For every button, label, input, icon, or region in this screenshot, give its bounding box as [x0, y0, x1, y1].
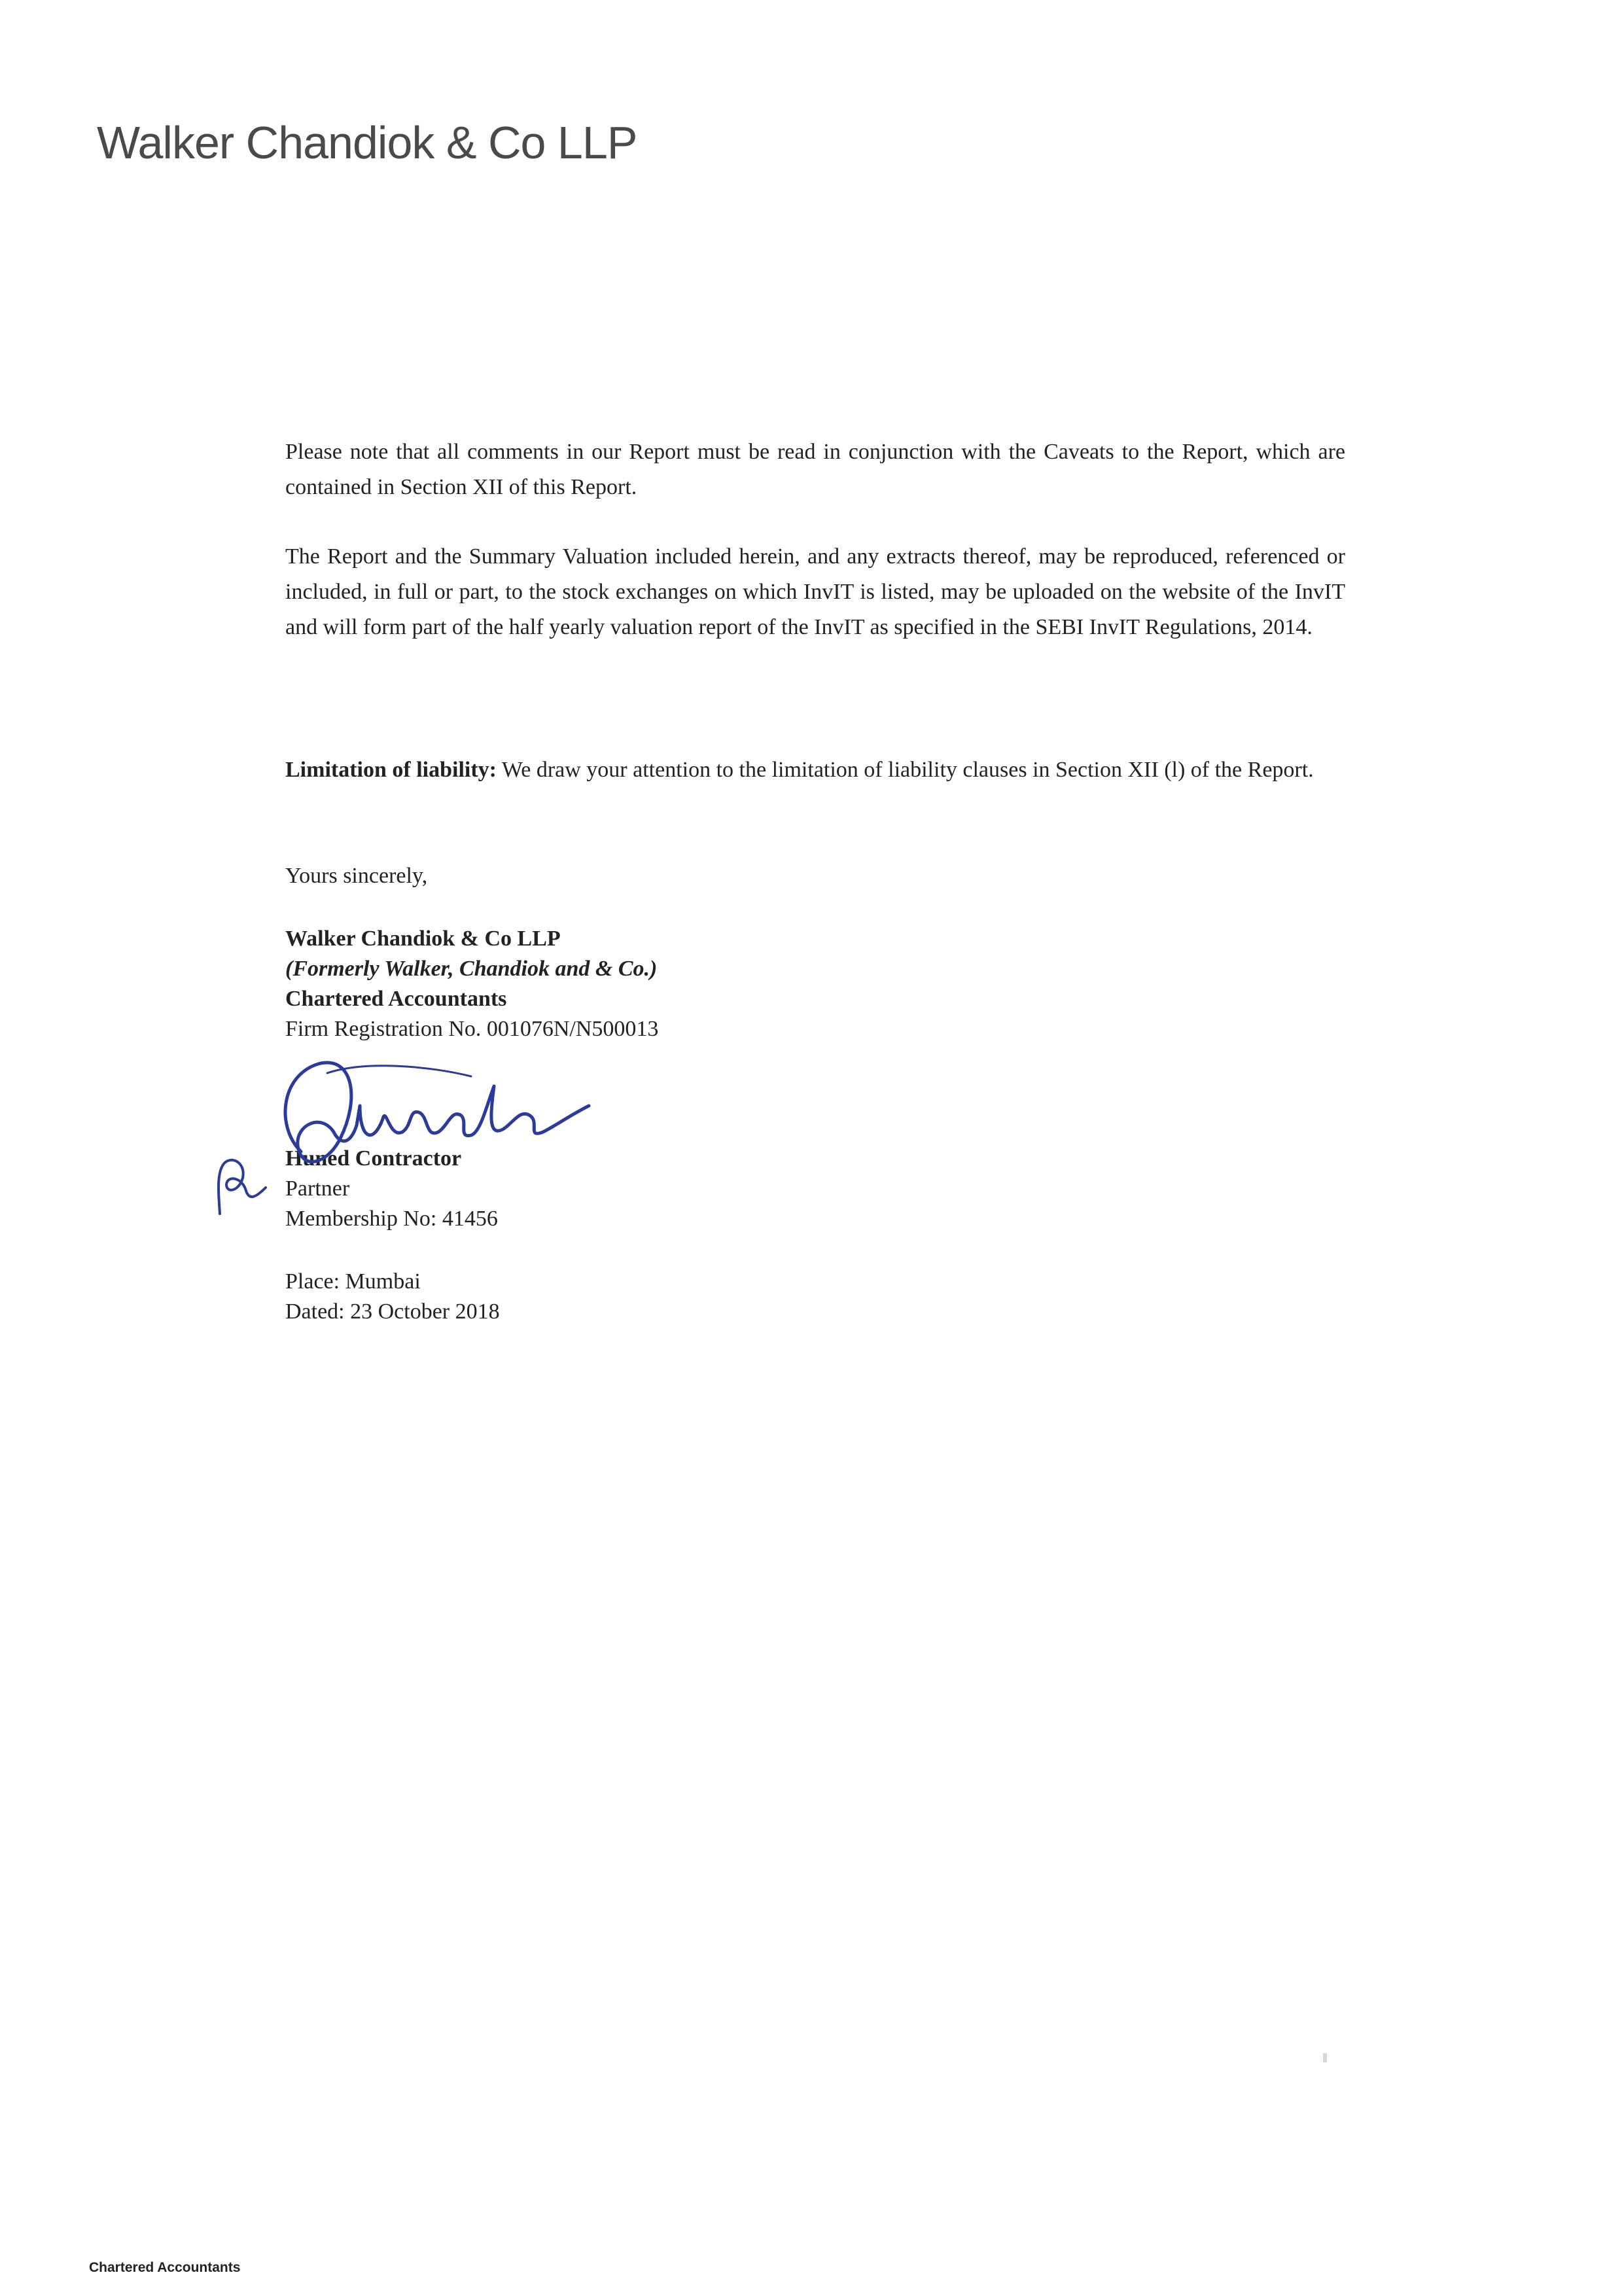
- handwritten-initial: [207, 1148, 272, 1220]
- reproduction-paragraph: [285, 539, 1345, 645]
- reproduction-paragraph-text: The Report and the Summary Valuation included herein, and any extracts thereof, may be reproduced, referenced or included, in full or part, to the stock exchanges on which InvIT is listed, may be uploaded on the website of the InvIT and will form part of the half yearly valuation report of the InvIT as specified in the SEBI InvIT Regulations, 2014.: [285, 544, 1345, 639]
- partner-role: Partner: [285, 1176, 350, 1201]
- limitation-label: Limitation of liability:: [285, 758, 497, 782]
- limitation-paragraph: [285, 752, 1345, 788]
- limitation-text: We draw your attention to the limitation of liability clauses in Section XII (l) of the Report.: [497, 758, 1314, 782]
- firm-former-name: (Formerly Walker, Chandiok and & Co.): [285, 957, 658, 981]
- date: Dated: 23 October 2018: [285, 1299, 500, 1324]
- firm-logo: Walker Chandiok & Co LLP: [97, 117, 637, 168]
- handwritten-signature: [262, 1047, 602, 1184]
- firm-registration: Firm Registration No. 001076N/N500013: [285, 1017, 659, 1041]
- firm-designation: Chartered Accountants: [285, 987, 507, 1011]
- caveats-paragraph-text: Please note that all comments in our Report must be read in conjunction with the Caveats to the Report, which are contained in Section XII of this Report.: [285, 440, 1345, 499]
- partner-membership: Membership No: 41456: [285, 1207, 498, 1231]
- place-date-block: [285, 1267, 500, 1327]
- partner-name: Huned Contractor: [285, 1146, 462, 1171]
- closing-text: Yours sincerely,: [285, 864, 428, 888]
- place: Place: Mumbai: [285, 1269, 421, 1294]
- page-mark: [1323, 2053, 1327, 2062]
- firm-signature-block: [285, 924, 658, 1044]
- caveats-paragraph: [285, 434, 1345, 505]
- firm-name: Walker Chandiok & Co LLP: [285, 927, 561, 951]
- closing-salutation: [285, 858, 1345, 894]
- limitation-paragraph-text: [285, 752, 1345, 788]
- footer-text: Chartered Accountants: [89, 2260, 241, 2275]
